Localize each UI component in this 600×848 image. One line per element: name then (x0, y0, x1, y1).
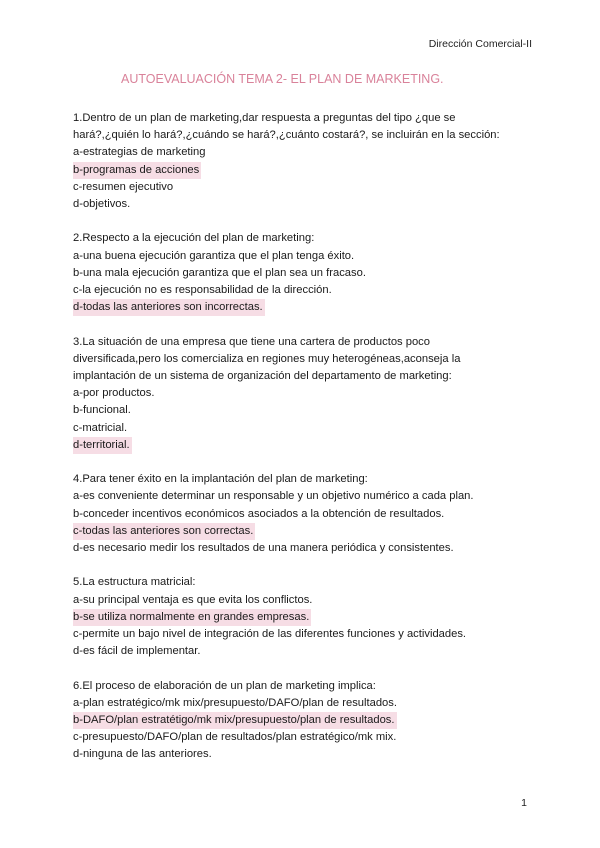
question-2-option-b: b-una mala ejecución garantiza que el plan sea un fracaso. (73, 266, 366, 279)
question-2-option-c: c-la ejecución no es responsabilidad de la dirección. (73, 284, 332, 297)
question-6-option-b-highlighted: b-DAFO/plan estratétigo/mk mix/presupuesto/plan de resultados. (73, 712, 397, 729)
question-3-option-d-highlighted: d-territorial. (73, 437, 132, 454)
question-5-stem-line-1: 5.La estructura matricial: (73, 576, 196, 589)
question-5 (73, 574, 533, 660)
question-3-option-c: c-matricial. (73, 421, 128, 434)
question-4-option-d: d-es necesario medir los resultados de una manera periódica y consistentes. (73, 542, 454, 555)
question-2-stem-line-1: 2.Respecto a la ejecución del plan de marketing: (73, 232, 315, 245)
question-6-option-a: a-plan estratégico/mk mix/presupuesto/DAFO/plan de resultados. (73, 696, 397, 709)
question-3-option-a: a-por productos. (73, 387, 155, 400)
question-1-option-c: c-resumen ejecutivo (73, 180, 174, 193)
question-4-stem-line-1: 4.Para tener éxito en la implantación del plan de marketing: (73, 473, 368, 486)
question-1-option-d: d-objetivos. (73, 198, 131, 211)
question-1-option-b-highlighted: b-programas de acciones (73, 162, 201, 179)
question-2-option-d-highlighted: d-todas las anteriores son incorrectas. (73, 299, 265, 316)
question-2 (73, 230, 533, 316)
question-5-option-a: a-su principal ventaja es que evita los conflictos. (73, 593, 313, 606)
question-2-option-a: a-una buena ejecución garantiza que el plan tenga éxito. (73, 249, 355, 262)
question-3-stem-line-2: diversificada,pero los comercializa en regiones muy heterogéneas,aconseja la (73, 352, 461, 365)
question-6 (73, 678, 533, 764)
question-3-stem-line-3: implantación de un sistema de organización del departamento de marketing: (73, 370, 452, 383)
question-1 (73, 110, 533, 213)
question-1-stem-line-2: hará?,¿quién lo hará?,¿cuándo se hará?,¿cuánto costará?, se incluirán en la sección: (73, 129, 500, 142)
question-6-stem-line-1: 6.El proceso de elaboración de un plan de marketing implica: (73, 679, 376, 692)
question-6-option-c: c-presupuesto/DAFO/plan de resultados/plan estratégico/mk mix. (73, 731, 397, 744)
document-title: AUTOEVALUACIÓN TEMA 2- EL PLAN DE MARKETING. (121, 72, 444, 86)
question-3-option-b: b-funcional. (73, 404, 131, 417)
question-4-option-a: a-es conveniente determinar un responsable y un objetivo numérico a cada plan. (73, 490, 474, 503)
question-list (73, 110, 533, 781)
question-4-option-b: b-conceder incentivos económicos asociados a la obtención de resultados. (73, 507, 445, 520)
question-5-option-d: d-es fácil de implementar. (73, 645, 201, 658)
page-header-course: Dirección Comercial-II (428, 38, 532, 50)
question-4-option-c-highlighted: c-todas las anteriores son correctas. (73, 523, 255, 540)
question-6-option-d: d-ninguna de las anteriores. (73, 748, 212, 761)
question-5-option-b-highlighted: b-se utiliza normalmente en grandes empresas. (73, 609, 311, 626)
question-4 (73, 471, 533, 557)
page-number: 1 (521, 797, 527, 809)
question-1-option-a: a-estrategias de marketing (73, 146, 206, 159)
question-3-stem-line-1: 3.La situación de una empresa que tiene una cartera de productos poco (73, 335, 431, 348)
question-3 (73, 334, 533, 454)
question-1-stem-line-1: 1.Dentro de un plan de marketing,dar respuesta a preguntas del tipo ¿que se (73, 112, 456, 124)
question-5-option-c: c-permite un bajo nivel de integración de las diferentes funciones y actividades. (73, 628, 467, 641)
